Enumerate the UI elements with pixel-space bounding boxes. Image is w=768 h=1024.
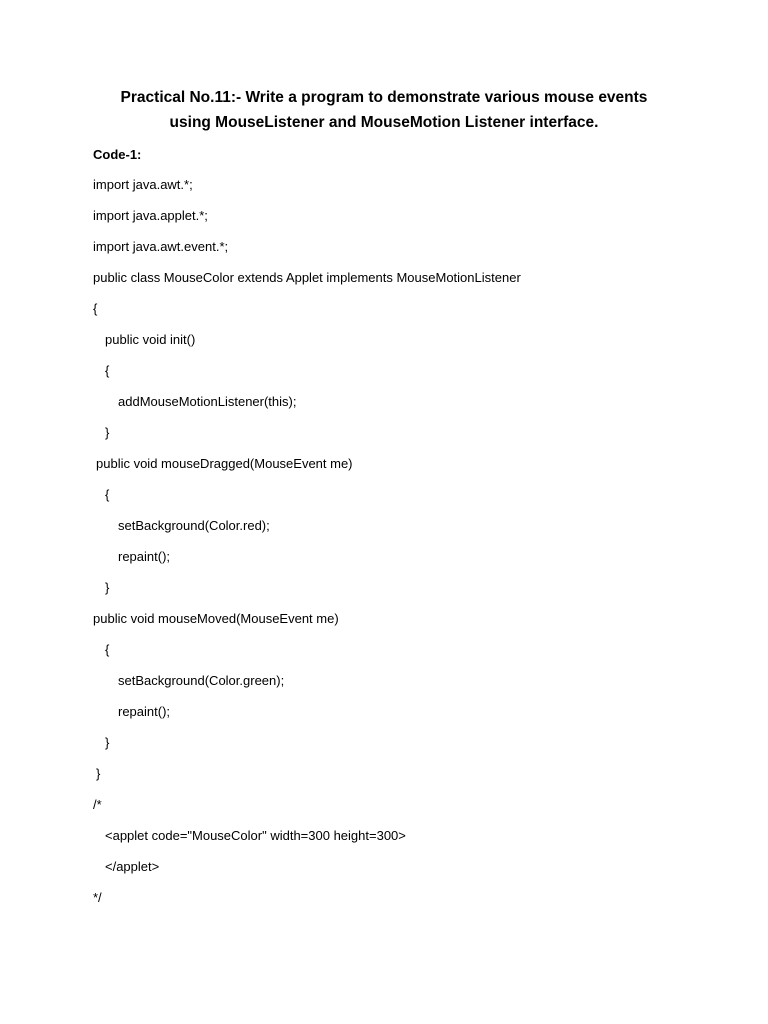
code-line: addMouseMotionListener(this); xyxy=(118,394,297,409)
code-line: { xyxy=(105,642,110,657)
code-line: } xyxy=(96,766,101,781)
code-line: setBackground(Color.green); xyxy=(118,673,285,688)
code-line: public class MouseColor extends Applet implements MouseMotionListener xyxy=(93,270,521,285)
practical-title-line-1: Practical No.11:- Write a program to demonstrate various mouse events xyxy=(120,89,648,106)
code-section-label: Code-1: xyxy=(93,147,142,162)
code-line: <applet code="MouseColor" width=300 height=300> xyxy=(105,828,406,843)
code-line: import java.awt.event.*; xyxy=(93,239,229,254)
code-line: import java.applet.*; xyxy=(93,208,208,223)
code-line: public void mouseDragged(MouseEvent me) xyxy=(96,456,353,471)
code-line: { xyxy=(105,363,110,378)
code-line: setBackground(Color.red); xyxy=(118,518,270,533)
code-line: } xyxy=(105,580,110,595)
code-line: /* xyxy=(93,797,102,812)
practical-title-line-2: using MouseListener and MouseMotion Listener interface. xyxy=(169,114,599,131)
code-line: } xyxy=(105,735,110,750)
code-line: public void init() xyxy=(105,332,196,347)
code-line: import java.awt.*; xyxy=(93,177,193,192)
code-line: } xyxy=(105,425,110,440)
code-line: repaint(); xyxy=(118,704,171,719)
code-line: repaint(); xyxy=(118,549,171,564)
code-line: { xyxy=(105,487,110,502)
code-line: */ xyxy=(93,890,102,905)
code-line: </applet> xyxy=(105,859,160,874)
code-line: public void mouseMoved(MouseEvent me) xyxy=(93,611,339,626)
code-line: { xyxy=(93,301,98,316)
